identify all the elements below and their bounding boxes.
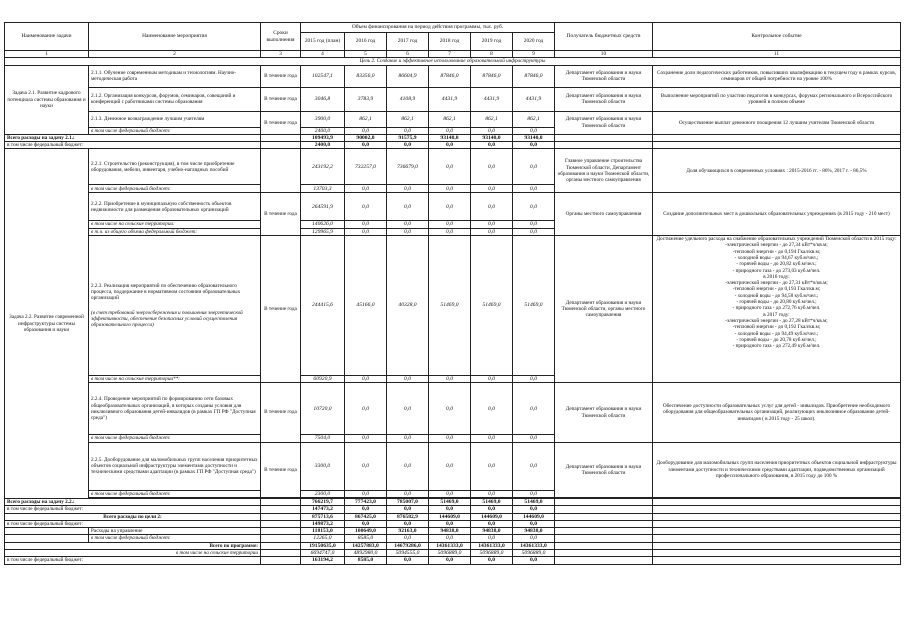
total-row: Всего по программе: 19150635,0 14257883,0 14679286,0 14361333,0 14361333,0 14361333,0 xyxy=(5,542,901,549)
task-2-1-name: Задача 2.1. Развитие кадрового потенциала системы образования и науки xyxy=(5,65,89,134)
table-row: в т.ч. из общего объема федеральный бюджет: 129965,9 0,0 0,0 0,0 0,0 0,0 xyxy=(5,228,901,235)
table-row: в том числе федеральный бюджет: 2400,0 0,0 0,0 0,0 0,0 0,0 xyxy=(5,127,901,134)
program-financing-table xyxy=(4,22,901,565)
total-row: в том числе федеральный бюджет: 149873,2 0,0 0,0 0,0 0,0 0,0 xyxy=(5,520,901,527)
header-task: Наименование задачи xyxy=(5,23,89,51)
task-2-2-name: Задача 2.2. Развитие современной инфраструктуры системы образования и науки xyxy=(5,149,89,498)
header-year-2018: 2018 год xyxy=(429,33,471,51)
total-row: в том числе федеральный бюджет: 147473,2 0,0 0,0 0,0 0,0 0,0 xyxy=(5,506,901,513)
table-row: 2.1.2. Организация конкурсов, форумов, семинаров, совещаний и конференций с работниками системы образования В течение года 3046,8 3783,9 4108,9 4431,9 4431,9 4431,9 Департамент образования и науки Тюменской области Выполнение мероприятий по участию педагогов в конкурсах, форумах регионального и Всероссийского уровней в полном объеме xyxy=(5,87,901,111)
page-top-margin xyxy=(0,0,905,22)
header-activity: Наименование мероприятия xyxy=(89,23,261,51)
table-row: в том числе на сельские территории**: 60920,9 0,0 0,0 0,0 0,0 0,0 xyxy=(5,376,901,383)
table-row: Задача 2.2. Развитие современной инфраструктуры системы образования и науки 2.2.1. Строительство (реконструкция), в том числе приобретение оборудования, мебели, инвентаря, учебно-наглядных пособий 243192,2 732257,0 736679,0 0,0 0,0 0,0 Главное управление строительства Тюменской области, Департамент образования и науки Тюменской области, органы местного самоуправления Доля обучающихся в современных условиях : 2015-2016 гг. - 86%, 2017 г. - 86,5% xyxy=(5,149,901,185)
table-row: в том числе на сельские территории: 140626,0 0,0 0,0 0,0 0,0 0,0 xyxy=(5,221,901,228)
header-event: Контрольное событие xyxy=(653,23,901,51)
total-row: в том числе федеральный бюджет: 2400,0 0,0 0,0 0,0 0,0 0,0 xyxy=(5,142,901,149)
header-year-2019: 2019 год xyxy=(471,33,513,51)
energy-targets: Достижение удельного расхода на снабжение образовательных учреждений Тюменской области в 2015 году: -электрической энергии - до 27,34 кВт*ч/кв.м; -тепловой энергии - до 0,194 Гкал/кв.м; - холодной воды - до 94,67 куб.м/чел.; - горячей воды - до 20,82 куб.м/чел.; - природного газа - до 273,03 куб.м/чел. в 2016 году: -электрической энергии - до 27,31 кВт*ч/кв.м; -тепловой энергии - до 0,193 Гкал/кв.м; - холодной воды - до 94,58 куб.м/чел.; - горячей воды - до 20,80 куб.м/чел.; - природного газа - до 272,76 куб.м/чел. в 2017 году: -электрической энергии - до 27,28 кВт*ч/кв.м; -тепловой энергии - до 0,192 Гкал/кв.м; - холодной воды - до 94,49 куб.м/чел.; - горячей воды - до 20,78 куб.м/чел.; - природного газа - до 272,49 куб.м/чел. xyxy=(653,236,901,383)
table-row: в том числе федеральный бюджет: 2300,0 0,0 0,0 0,0 0,0 0,0 xyxy=(5,490,901,497)
header-funding: Объем финансирования на период действия программы, тыс. руб. xyxy=(301,23,555,33)
goal-title: Цель 2. Создание и эффективное использование образовательной инфраструктуры xyxy=(5,58,901,65)
total-row: Расходы на управление 118153,0 100649,0 92163,0 94838,0 94838,0 94838,0 xyxy=(5,528,901,535)
header-year-2020: 2020 год xyxy=(513,33,555,51)
column-numbers-row: 1 2 3 4 5 6 7 8 9 10 11 xyxy=(5,51,901,58)
total-row: в том числе на сельские территории 6694747,0 4892980,0 5094555,0 5096889,0 5096889,0 5096889,0 xyxy=(5,550,901,557)
table-row: Задача 2.1. Развитие кадрового потенциала системы образования и науки 2.1.1. Обучение современным методикам и технологиям. Научно-методическая работа В течение года 102547,1 83356,0 86604,9 87846,0 87846,0 87846,0 Департамент образования и науки Тюменской области Сохранение доли педагогических работников, повысивших квалификацию в текущем году в рамках курсов, семинаров от общей потребности на уровне 100% xyxy=(5,65,901,87)
table-row: 2.1.3. Денежное вознаграждение лучшим учителям В течение года 3900,0 862,1 862,1 862,1 862,1 862,1 Департамент образования и науки Тюменской области Осуществление выплат денежного поощрения 12 лучшим учителям Тюменской области xyxy=(5,111,901,127)
total-row: в том числе федеральный бюджет: 163194,2 8585,0 0,0 0,0 0,0 0,0 xyxy=(5,557,901,564)
header-year-2017: 2017 год xyxy=(387,33,429,51)
total-row: Всего расходы на задачу 2.1.: 109493,9 90002,0 91575,9 93140,0 93140,0 93140,0 xyxy=(5,134,901,141)
header-year-2015: 2015 год (план) xyxy=(301,33,345,51)
table-row: в том числе федеральный бюджет: 7504,0 0,0 0,0 0,0 0,0 0,0 xyxy=(5,435,901,442)
total-row: Всего расходы на задачу 2.2.: 766219,7 777423,0 785007,0 51469,0 51469,0 51469,0 xyxy=(5,498,901,505)
table-row: 2.2.4. Проведение мероприятий по формированию сети базовых общеобразовательных организаций, в которых созданы условия для инклюзивного образования детей-инвалидов (в рамках ГП РФ "Доступная среда") В течение года 10720,0 0,0 0,0 0,0 0,0 0,0 Департамент образования и науки Тюменской области Обеспечение доступности образовательных услуг для детей - инвалидов. Приобретение необходимого оборудования для общеобразовательных организаций, реализующих инклюзивное образование детей-инвалидов ( в 2015 году - 25 школ). xyxy=(5,383,901,435)
header-term: Сроки выполнения xyxy=(261,23,301,51)
total-row: в том числе федеральный бюджет: 12265,0 8585,0 0,0 0,0 0,0 0,0 xyxy=(5,535,901,542)
table-row: 2.2.3. Реализация мероприятий по обеспечению образовательного процесса, поддержание в нормативном состоянии образовательных организаций (в счет требований энергосбережения и повышения энергетической эффективности, обеспечение безопасных условий осуществления образовательного процесса) В течение года 244415,6 45166,0 40328,0 51469,0 51469,0 51469,0 Департамент образования и науки Тюменской области, органы местного самоуправления Достижение удельного расхода на снабжение образовательных учреждений Тюменской области в 2015 году: -электрической энергии - до 27,34 кВт*ч/кв.м; -тепловой энергии - до 0,194 Гкал/кв.м; - холодной воды - до 94,67 куб.м/чел.; - горячей воды - до 20,82 куб.м/чел.; - природного газа - до 273,03 куб.м/чел. в 2016 году: -электрической энергии - до 27,31 кВт*ч/кв.м; -тепловой энергии - до 0,193 Гкал/кв.м; - холодной воды - до 94,58 куб.м/чел.; - горячей воды - до 20,80 куб.м/чел.; - природного газа - до 272,76 куб.м/чел. в 2017 году: -электрической энергии - до 27,28 кВт*ч/кв.м; -тепловой энергии - до 0,192 Гкал/кв.м; - холодной воды - до 94,49 куб.м/чел.; - горячей воды - до 20,78 куб.м/чел.; - природного газа - до 272,49 куб.м/чел. xyxy=(5,236,901,376)
table-row: в том числе федеральный бюджет: 13703,3 0,0 0,0 0,0 0,0 0,0 xyxy=(5,185,901,193)
header-recipient: Получатель бюджетных средств xyxy=(555,23,653,51)
header-year-2016: 2016 год xyxy=(345,33,387,51)
table-row: 2.2.2. Приобретение в муниципальную собственность объектов недвижимости для размещения образовательных организаций В течение года 264591,9 0,0 0,0 0,0 0,0 0,0 Органы местного самоуправления Создание дополнительных мест в дошкольных образовательных учреждениях (в 2015 году - 210 мест) xyxy=(5,193,901,221)
total-row: Всего расходы по цели 2: 875713,6 867425,0 876582,9 144609,0 144609,0 144609,0 xyxy=(5,513,901,520)
table-row: 2.2.5. Дооборудование для маломобильных групп населения приоритетных объектов социальной инфраструктуры элементами доступности и техническими средствами адаптации (в рамках ГП РФ "Доступная среда") В течение года 3300,0 0,0 0,0 0,0 0,0 0,0 Департамент образования и науки Тюменской области Дооборудование для маломобильных групп населения приоритетных объектов социальной инфраструктуры элементами доступности и техническими средствами адаптации, подведомственных организаций профессионального образования, в 2015 году до 100 % xyxy=(5,442,901,490)
